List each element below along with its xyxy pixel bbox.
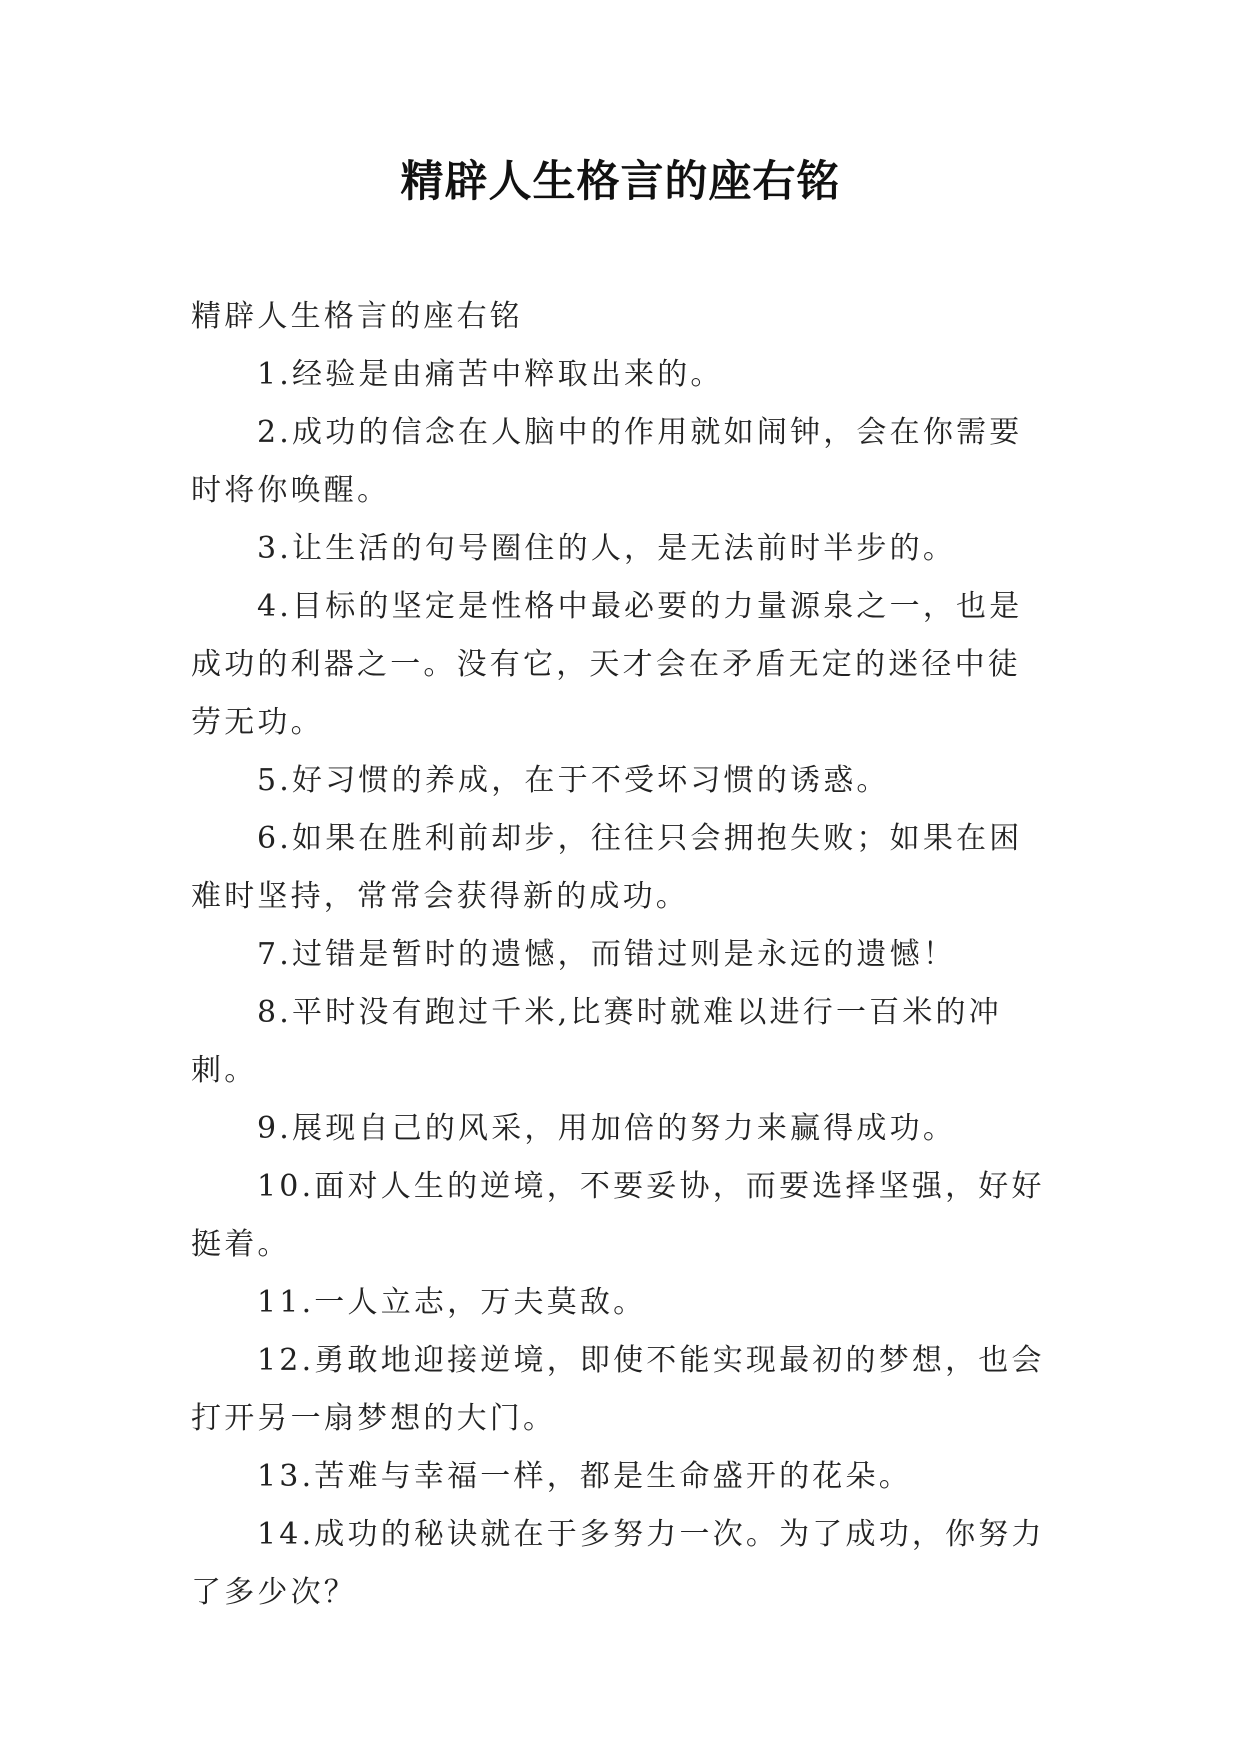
motto-item-9: 9.展现自己的风采，用加倍的努力来赢得成功。 bbox=[257, 1111, 957, 1146]
motto-item-14: 14.成功的秘诀就在于多努力一次。为了成功，你努力了多少次？ bbox=[191, 1517, 1045, 1610]
motto-item-11: 11.一人立志，万夫莫敌。 bbox=[257, 1285, 647, 1320]
document-title: 精辟人生格言的座右铭 bbox=[400, 157, 841, 207]
document-body bbox=[191, 288, 1053, 1622]
document-subtitle: 精辟人生格言的座右铭 bbox=[191, 299, 523, 334]
motto-item-1: 1.经验是由痛苦中粹取出来的。 bbox=[257, 357, 724, 392]
motto-item-8: 8.平时没有跑过千米,比赛时就难以进行一百米的冲刺。 bbox=[191, 995, 1002, 1088]
motto-item-3: 3.让生活的句号圈住的人，是无法前时半步的。 bbox=[257, 531, 957, 566]
motto-item-13: 13.苦难与幸福一样，都是生命盛开的花朵。 bbox=[257, 1459, 912, 1494]
motto-item-6: 6.如果在胜利前却步，往往只会拥抱失败；如果在困难时坚持，常常会获得新的成功。 bbox=[191, 821, 1023, 914]
motto-item-4: 4.目标的坚定是性格中最必要的力量源泉之一，也是成功的利器之一。没有它，天才会在矛盾无定的迷径中徒劳无功。 bbox=[191, 589, 1023, 740]
motto-item-12: 12.勇敢地迎接逆境，即使不能实现最初的梦想，也会打开另一扇梦想的大门。 bbox=[191, 1343, 1045, 1436]
motto-item-5: 5.好习惯的养成，在于不受坏习惯的诱惑。 bbox=[257, 763, 890, 798]
motto-item-7: 7.过错是暂时的遗憾，而错过则是永远的遗憾！ bbox=[257, 937, 957, 972]
motto-item-2: 2.成功的信念在人脑中的作用就如闹钟，会在你需要时将你唤醒。 bbox=[191, 415, 1023, 508]
motto-item-10: 10.面对人生的逆境，不要妥协，而要选择坚强，好好挺着。 bbox=[191, 1169, 1045, 1262]
